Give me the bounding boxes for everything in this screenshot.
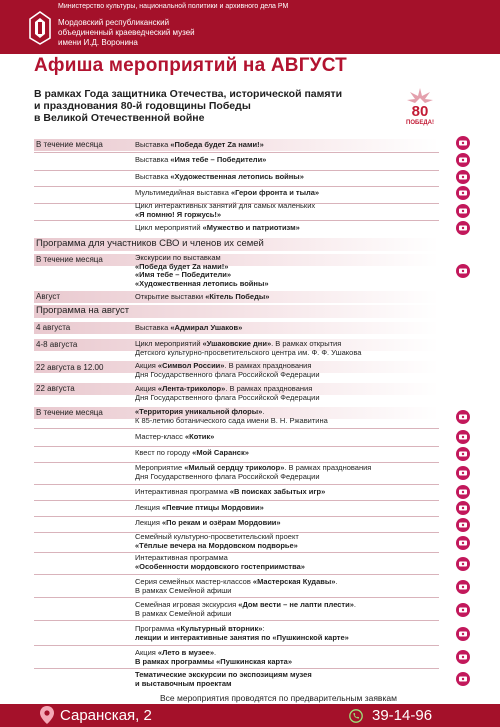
event-3: Мультимедийная выставка «Герои фронта и тыла» <box>135 188 320 197</box>
ticket-icon[interactable] <box>456 186 470 200</box>
event-18: Лекция «По рекам и озёрам Мордовии» <box>135 518 281 527</box>
row-divider <box>34 500 439 501</box>
row-divider <box>34 574 439 575</box>
ticket-icon[interactable] <box>456 221 470 235</box>
ticket-icon[interactable] <box>456 153 470 167</box>
row-divider <box>34 170 439 171</box>
ticket-icon[interactable] <box>456 447 470 461</box>
ticket-icon[interactable] <box>456 672 470 686</box>
section-label: 22 августа <box>36 384 75 393</box>
ticket-icon[interactable] <box>456 580 470 594</box>
event-13: Мастер-класс «Котик» <box>135 432 215 441</box>
event-5: Цикл мероприятий «Мужество и патриотизм» <box>135 223 300 232</box>
event-25: Тематические экскурсии по экспозициям музея и выставочным проектам <box>135 670 312 688</box>
subtitle <box>34 88 404 124</box>
row-divider <box>34 516 439 517</box>
event-8: Выставка «Адмирал Ушаков» <box>135 323 243 332</box>
phone-number[interactable]: 39-14-96 <box>372 707 433 724</box>
header-bar <box>0 0 500 54</box>
ticket-icon[interactable] <box>456 603 470 617</box>
subtitle-line: и празднования 80-й годовщины Победы <box>34 100 251 112</box>
event-0: Выставка «Победа будет Zа нами!» <box>135 140 264 149</box>
row-divider <box>34 597 439 598</box>
museum-name-line: Мордовский республиканский <box>58 18 170 27</box>
victory-word: ПОБЕДА! <box>406 120 434 126</box>
section-label: 22 августа в 12.00 <box>36 363 104 372</box>
section-label: 4-8 августа <box>36 340 78 349</box>
victory-number: 80 <box>411 103 429 120</box>
museum-logo-icon <box>28 10 52 46</box>
ticket-icon[interactable] <box>456 170 470 184</box>
museum-name <box>58 18 195 48</box>
victory-80-badge <box>400 86 440 126</box>
event-1: Выставка «Имя тебе – Победители» <box>135 155 267 164</box>
museum-name-line: объединенный краеведческий музей <box>58 28 195 37</box>
event-10: Акция «Символ России». В рамках празднования Дня Государственного флага Российской Федерации <box>135 361 320 379</box>
ticket-icon[interactable] <box>456 466 470 480</box>
event-11: Акция «Лента-триколор». В рамках празднования Дня Государственного флага Российской Федерации <box>135 384 320 402</box>
section-label: В течение месяца <box>36 408 103 417</box>
ticket-icon[interactable] <box>456 650 470 664</box>
event-7: Открытие выставки «Кітель Победы» <box>135 292 270 301</box>
subtitle-line: в Великой Отечественной войне <box>34 112 205 124</box>
event-21: Серия семейных мастер-классов «Мастерская Кудавы». В рамках Семейной афиши <box>135 577 338 595</box>
row-divider <box>34 446 439 447</box>
section-label: В течение месяца <box>36 255 103 264</box>
row-divider <box>34 220 439 221</box>
section-title: Программа для участников СВО и членов их семей <box>36 238 264 249</box>
ticket-icon[interactable] <box>456 485 470 499</box>
subtitle-line: В рамках Года защитника Отечества, исторической памяти <box>34 88 343 100</box>
ticket-icon[interactable] <box>456 501 470 515</box>
phone-icon <box>349 709 363 723</box>
section-label: 4 августа <box>36 323 71 332</box>
ticket-icon[interactable] <box>456 410 470 424</box>
row-divider <box>34 620 439 621</box>
event-14: Квест по городу «Мой Саранск» <box>135 448 249 457</box>
row-divider <box>34 552 439 553</box>
event-17: Лекция «Певчие птицы Мордовии» <box>135 503 264 512</box>
ticket-icon[interactable] <box>456 204 470 218</box>
address: Саранская, 2 <box>60 707 152 724</box>
ticket-icon[interactable] <box>456 518 470 532</box>
event-12: «Территория уникальной флоры». К 85-летию ботанического сада имени В. Н. Ржавитина <box>135 407 328 425</box>
event-2: Выставка «Художественная летопись войны» <box>135 172 304 181</box>
event-24: Акция «Лето в музее». В рамках программы «Пушкинская карта» <box>135 648 292 666</box>
event-9: Цикл мероприятий «Ушаковские дни». В рамках открытия Детского культурно-просветительского центра им. Ф. Ф. Ушакова <box>135 339 362 357</box>
event-20: Интерактивная программа «Особенности мордовского гостеприимства» <box>135 553 305 571</box>
ticket-icon[interactable] <box>456 536 470 550</box>
event-23: Программа «Культурный вторник»: лекции и интерактивные занятия по «Пушкинской карте» <box>135 624 349 642</box>
museum-name-line: имени И.Д. Воронина <box>58 38 138 47</box>
event-6: Экскурсии по выставкам «Победа будет Zа нами!» «Имя тебе – Победители» «Художественная летопись войны» <box>135 253 269 288</box>
event-15: Мероприятие «Милый сердцу триколор». В рамках празднования Дня Государственного флага Российской Федерации <box>135 463 372 481</box>
ministry-name: Министерство культуры, национальной политики и архивного дела РМ <box>58 3 289 10</box>
event-19: Семейный культурно-просветительский проект «Тёплые вечера на Мордовском подворье» <box>135 532 299 550</box>
row-divider <box>34 484 439 485</box>
row-divider <box>34 428 439 429</box>
event-4: Цикл интерактивных занятий для самых маленьких «Я помню! Я горжусь!» <box>135 201 316 219</box>
ticket-icon[interactable] <box>456 430 470 444</box>
event-22: Семейная игровая экскурсия «Дом вести – не лапти плести». В рамках Семейной афиши <box>135 600 356 618</box>
section-title: Программа на август <box>36 305 130 316</box>
row-divider <box>34 152 439 153</box>
ticket-icon[interactable] <box>456 264 470 278</box>
ticket-icon[interactable] <box>456 627 470 641</box>
row-divider <box>34 668 439 669</box>
event-16: Интерактивная программа «В поисках забытых игр» <box>135 487 326 496</box>
footnote: Все мероприятия проводятся по предварительным заявкам <box>160 693 397 703</box>
section-label: Август <box>36 292 61 301</box>
page-title: Афиша мероприятий на АВГУСТ <box>34 55 347 76</box>
location-pin-icon <box>40 706 54 724</box>
ticket-icon[interactable] <box>456 136 470 150</box>
ticket-icon[interactable] <box>456 557 470 571</box>
section-label: В течение месяца <box>36 140 103 149</box>
row-divider <box>34 645 439 646</box>
row-divider <box>34 186 439 187</box>
